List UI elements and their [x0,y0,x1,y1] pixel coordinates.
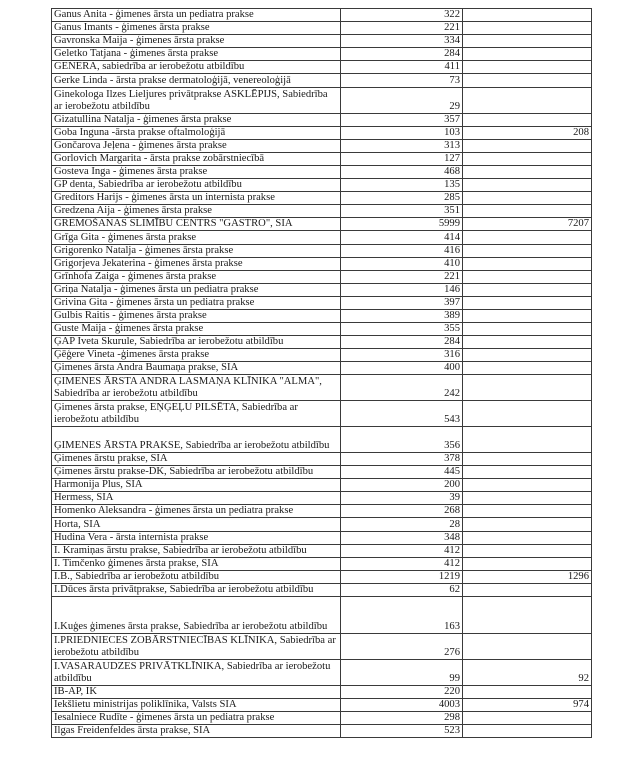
value-col-2 [463,375,592,401]
value-col-2 [463,531,592,544]
value-col-1: 221 [341,22,463,35]
table-row [52,518,592,531]
value-col-1: 135 [341,179,463,192]
value-col-1: 378 [341,452,463,465]
provider-name: Ģēģere Vineta -ģimenes ārsta prakse [52,349,341,362]
value-col-2: 7207 [463,218,592,231]
value-col-1: 285 [341,192,463,205]
table-row [52,725,592,738]
value-col-2 [463,74,592,87]
table-row [52,192,592,205]
value-col-1: 284 [341,48,463,61]
table-row [52,596,592,633]
table-row [52,583,592,596]
value-col-1: 99 [341,659,463,685]
value-col-2 [463,139,592,152]
value-col-2 [463,685,592,698]
value-col-2 [463,152,592,165]
provider-name: I. Kramiņas ārstu prakse, Sabiedrība ar ierobežotu atbildību [52,544,341,557]
value-col-1: 355 [341,323,463,336]
value-col-2 [463,544,592,557]
value-col-2 [463,725,592,738]
table-row [52,113,592,126]
value-col-1: 356 [341,427,463,453]
value-col-2 [463,479,592,492]
value-col-1: 348 [341,531,463,544]
table-row [52,48,592,61]
value-col-2 [463,257,592,270]
provider-name: Grīnhofa Zaiga - ģimenes ārsta prakse [52,270,341,283]
value-col-2 [463,596,592,633]
value-col-2: 92 [463,659,592,685]
provider-name: Goba Inguna -ārsta prakse oftalmoloģijā [52,126,341,139]
provider-name: I.VASARAUDZES PRIVĀTKLĪNIKA, Sabiedrība ar ierobežotu atbildību [52,659,341,685]
value-col-1: 410 [341,257,463,270]
value-col-1: 543 [341,401,463,427]
provider-name: Ģimenes ārsta prakse, EŅĢEĻU PILSĒTA, Sabiedrība ar ierobežotu atbildību [52,401,341,427]
value-col-2 [463,205,592,218]
value-col-2 [463,35,592,48]
provider-name: Harmonija Plus, SIA [52,479,341,492]
table-row [52,218,592,231]
value-col-2 [463,113,592,126]
value-col-2 [463,492,592,505]
table-row [52,126,592,139]
table-row [52,466,592,479]
table-row [52,61,592,74]
value-col-2 [463,87,592,113]
value-col-1: 389 [341,309,463,322]
table-row [52,336,592,349]
provider-name: IB-AP, IK [52,685,341,698]
provider-name: Ganus Anita - ģimenes ārsta un pediatra prakse [52,9,341,22]
provider-name: Grigorenko Natalja - ģimenes ārsta prakse [52,244,341,257]
value-col-2 [463,296,592,309]
value-col-2 [463,231,592,244]
value-col-1: 146 [341,283,463,296]
value-col-1: 284 [341,336,463,349]
provider-name: I.PRIEDNIECES ZOBĀRSTNIECĪBAS KLĪNIKA, Sabiedrība ar ierobežotu atbildību [52,633,341,659]
provider-name: Griņa Natalja - ģimenes ārsta un pediatra prakse [52,283,341,296]
value-col-2 [463,22,592,35]
value-col-2 [463,192,592,205]
table-row [52,139,592,152]
value-col-1: 39 [341,492,463,505]
table-row [52,492,592,505]
value-col-2 [463,61,592,74]
value-col-2 [463,583,592,596]
provider-name: GREMOŠANAS SLIMĪBU CENTRS "GASTRO", SIA [52,218,341,231]
table-row [52,35,592,48]
value-col-2 [463,518,592,531]
provider-name: ĢAP Iveta Skurule, Sabiedrība ar ierobežotu atbildību [52,336,341,349]
value-col-1: 28 [341,518,463,531]
value-col-1: 357 [341,113,463,126]
value-col-2 [463,712,592,725]
table-row [52,9,592,22]
table-row [52,505,592,518]
value-col-1: 334 [341,35,463,48]
table-row [52,231,592,244]
provider-name: Ģimenes ārstu prakse-DK, Sabiedrība ar ierobežotu atbildību [52,466,341,479]
value-col-1: 242 [341,375,463,401]
value-col-1: 411 [341,61,463,74]
value-col-1: 5999 [341,218,463,231]
value-col-2: 208 [463,126,592,139]
table-row [52,179,592,192]
data-table [51,8,592,738]
value-col-1: 220 [341,685,463,698]
provider-name: GENERA, sabiedrība ar ierobežotu atbildību [52,61,341,74]
value-col-1: 62 [341,583,463,596]
value-col-1: 523 [341,725,463,738]
table-row [52,685,592,698]
value-col-2 [463,336,592,349]
table-row [52,244,592,257]
value-col-1: 200 [341,479,463,492]
table-row [52,74,592,87]
value-col-2 [463,633,592,659]
provider-name: Greditors Harijs - ģimenes ārsta un internista prakse [52,192,341,205]
table-row [52,712,592,725]
provider-name: Grigorjeva Jekaterina - ģimenes ārsta prakse [52,257,341,270]
provider-name: I.B., Sabiedrība ar ierobežotu atbildību [52,570,341,583]
value-col-2 [463,179,592,192]
table-row [52,283,592,296]
provider-name: Horta, SIA [52,518,341,531]
provider-name: Gončarova Jeļena - ģimenes ārsta prakse [52,139,341,152]
value-col-1: 29 [341,87,463,113]
provider-name: Ģimenes ārstu prakse, SIA [52,452,341,465]
provider-name: Guste Maija - ģimenes ārsta prakse [52,323,341,336]
table-row [52,87,592,113]
value-col-1: 414 [341,231,463,244]
value-col-2 [463,270,592,283]
provider-name: Gavronska Maija - ģimenes ārsta prakse [52,35,341,48]
table-row [52,544,592,557]
provider-name: Gulbis Raitis - ģimenes ārsta prakse [52,309,341,322]
table-row [52,557,592,570]
provider-name: Gerke Linda - ārsta prakse dermatoloģijā, venereoloģijā [52,74,341,87]
value-col-1: 1219 [341,570,463,583]
value-col-2: 974 [463,699,592,712]
value-col-2 [463,452,592,465]
provider-name: Gosteva Inga - ģimenes ārsta prakse [52,165,341,178]
provider-name: I. Timčenko ģimenes ārsta prakse, SIA [52,557,341,570]
value-col-2 [463,401,592,427]
value-col-1: 127 [341,152,463,165]
provider-name: Geletko Tatjana - ģimenes ārsta prakse [52,48,341,61]
value-col-1: 400 [341,362,463,375]
table-row [52,349,592,362]
value-col-2 [463,349,592,362]
value-col-1: 416 [341,244,463,257]
provider-name: Grīga Gita - ģimenes ārsta prakse [52,231,341,244]
table-row [52,152,592,165]
value-col-1: 316 [341,349,463,362]
table-row [52,22,592,35]
table-row [52,479,592,492]
provider-name: Homenko Aleksandra - ģimenes ārsta un pediatra prakse [52,505,341,518]
provider-name: Ginekologa Ilzes Lieljures privātprakse ASKLĒPIJS, Sabiedrība ar ierobežotu atbildību [52,87,341,113]
value-col-2 [463,505,592,518]
provider-name: ĢIMENES ĀRSTA ANDRA LASMAŅA KLĪNIKA "ALMA", Sabiedrība ar ierobežotu atbildību [52,375,341,401]
value-col-1: 268 [341,505,463,518]
table-row [52,296,592,309]
provider-name: ĢIMENES ĀRSTA PRAKSE, Sabiedrība ar ierobežotu atbildību [52,427,341,453]
table-row [52,659,592,685]
provider-name: Ganus Imants - ģimenes ārsta prakse [52,22,341,35]
value-col-2 [463,165,592,178]
table-row [52,205,592,218]
value-col-2 [463,283,592,296]
value-col-1: 412 [341,557,463,570]
table-row [52,570,592,583]
provider-name: Hudina Vera - ārsta internista prakse [52,531,341,544]
table-row [52,323,592,336]
value-col-2 [463,244,592,257]
value-col-1: 298 [341,712,463,725]
provider-name: Gredzena Aija - ģimenes ārsta prakse [52,205,341,218]
table-row [52,427,592,453]
value-col-1: 412 [341,544,463,557]
table-row [52,257,592,270]
provider-name: Ilgas Freidenfeldes ārsta prakse, SIA [52,725,341,738]
value-col-2: 1296 [463,570,592,583]
provider-name: Gizatullina Natalja - ģimenes ārsta prakse [52,113,341,126]
table-row [52,531,592,544]
value-col-1: 276 [341,633,463,659]
value-col-1: 73 [341,74,463,87]
value-col-2 [463,323,592,336]
value-col-2 [463,557,592,570]
provider-name: I.Dūces ārsta privātprakse, Sabiedrība ar ierobežotu atbildību [52,583,341,596]
provider-name: Ģimenes ārsta Andra Baumaņa prakse, SIA [52,362,341,375]
value-col-1: 445 [341,466,463,479]
provider-name: Iekšlietu ministrijas poliklīnika, Valsts SIA [52,699,341,712]
table-row [52,452,592,465]
value-col-1: 313 [341,139,463,152]
provider-name: GP denta, Sabiedrība ar ierobežotu atbildību [52,179,341,192]
value-col-1: 468 [341,165,463,178]
value-col-2 [463,466,592,479]
table-row [52,375,592,401]
value-col-1: 322 [341,9,463,22]
value-col-1: 397 [341,296,463,309]
provider-name: Hermess, SIA [52,492,341,505]
table-row [52,699,592,712]
value-col-1: 221 [341,270,463,283]
value-col-2 [463,48,592,61]
table-row [52,362,592,375]
table-row [52,270,592,283]
table-row [52,633,592,659]
table-row [52,309,592,322]
provider-name: Iesalniece Rudīte - ģimenes ārsta un pediatra prakse [52,712,341,725]
value-col-1: 351 [341,205,463,218]
value-col-1: 4003 [341,699,463,712]
provider-name: I.Kuģes ģimenes ārsta prakse, Sabiedrība ar ierobežotu atbildību [52,596,341,633]
value-col-1: 163 [341,596,463,633]
provider-name: Grivina Gita - ģimenes ārsta un pediatra prakse [52,296,341,309]
value-col-2 [463,427,592,453]
table-body [52,9,592,738]
value-col-2 [463,309,592,322]
value-col-1: 103 [341,126,463,139]
provider-name: Gorlovich Margarita - ārsta prakse zobārstniecībā [52,152,341,165]
value-col-2 [463,9,592,22]
value-col-2 [463,362,592,375]
table-row [52,401,592,427]
table-row [52,165,592,178]
